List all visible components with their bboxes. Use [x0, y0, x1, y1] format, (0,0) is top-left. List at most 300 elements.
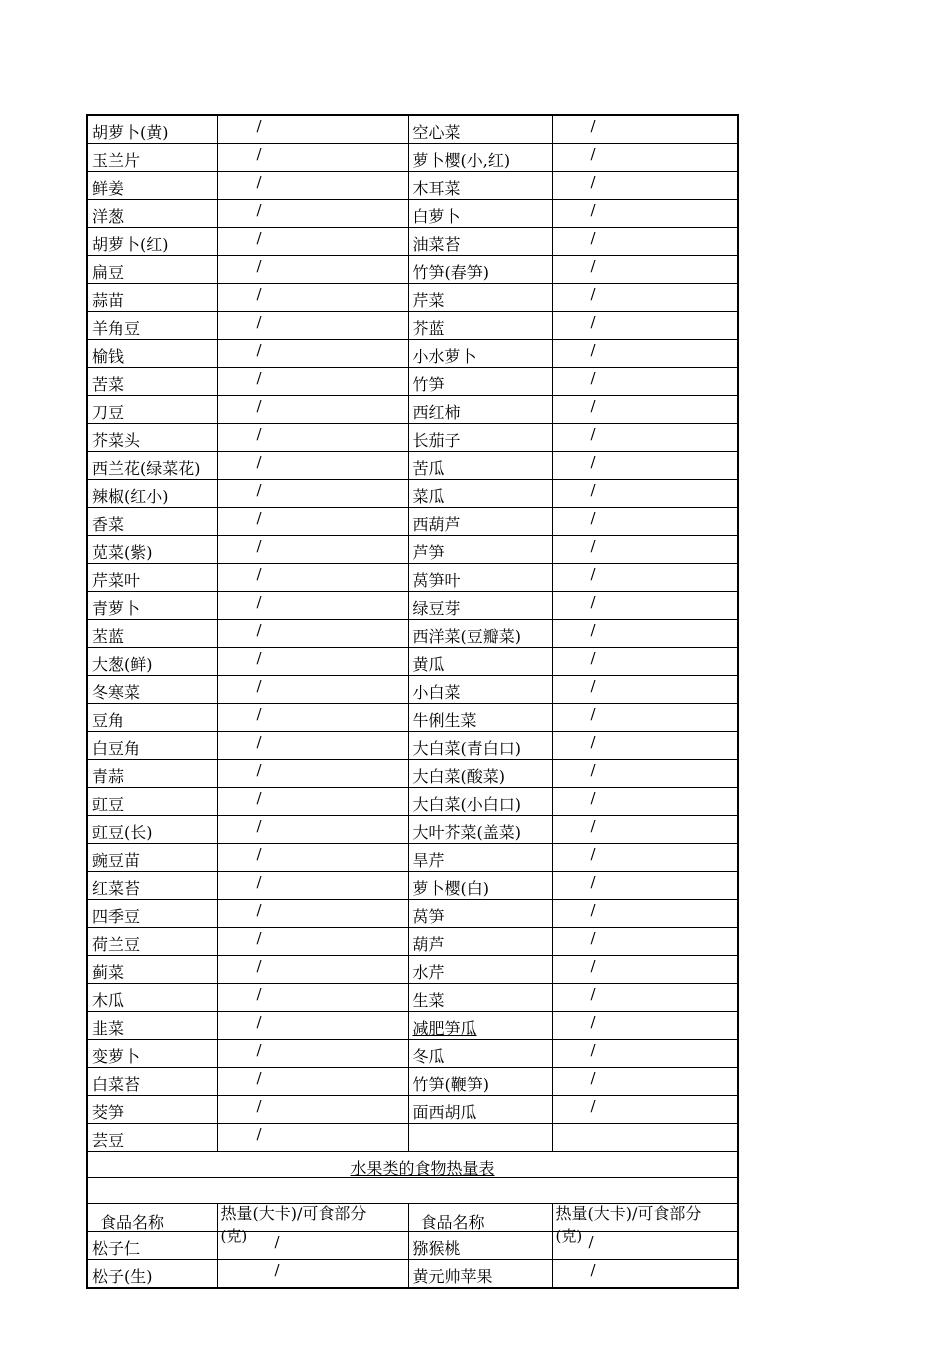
calorie-value-left: /	[256, 1013, 262, 1031]
food-name-left-cell	[87, 844, 217, 872]
blank-cell	[87, 1178, 738, 1204]
food-name-right: 大白菜(酸菜)	[412, 767, 505, 786]
calorie-value-right: /	[590, 929, 596, 947]
food-name-left-cell	[87, 1260, 217, 1289]
calorie-value-right: /	[590, 621, 596, 639]
food-name-right-cell	[408, 620, 552, 648]
food-name-right: 木耳菜	[412, 179, 461, 198]
food-name-right: 小水萝卜	[412, 347, 477, 366]
calorie-value-right: /	[590, 229, 596, 247]
calorie-value-left: /	[256, 369, 262, 387]
header-calorie-left	[217, 1204, 408, 1245]
calorie-value-left: /	[256, 1041, 262, 1059]
calorie-value-right: /	[590, 1261, 596, 1279]
food-name-left: 荷兰豆	[92, 935, 141, 954]
calorie-value-left-cell	[217, 984, 408, 1012]
calorie-value-right: /	[590, 369, 596, 387]
food-name-right: 空心菜	[412, 123, 461, 142]
table-row	[87, 144, 738, 172]
calorie-value-right: /	[590, 593, 596, 611]
calorie-value-right-cell	[552, 452, 738, 480]
calorie-value-left: /	[256, 957, 262, 975]
calorie-value-right-cell	[552, 620, 738, 648]
food-name-left: 胡萝卜(红)	[92, 235, 169, 254]
food-name-right: 莴笋	[412, 907, 445, 926]
food-name-right-cell	[408, 956, 552, 984]
calorie-value-right: /	[590, 481, 596, 499]
calorie-value-left-cell	[217, 200, 408, 228]
food-name-left: 羊角豆	[92, 319, 141, 338]
calorie-value-left-cell	[217, 1124, 408, 1152]
food-name-right-cell	[408, 788, 552, 816]
food-name-left: 辣椒(红小)	[92, 487, 169, 506]
food-name-right: 大叶芥菜(盖菜)	[412, 823, 521, 842]
food-name-right: 西葫芦	[412, 515, 461, 534]
food-name-right: 西洋菜(豆瓣菜)	[412, 627, 521, 646]
calorie-value-left-cell	[217, 508, 408, 536]
food-name-left: 芹菜叶	[92, 571, 141, 590]
calorie-value-left-cell	[217, 1232, 408, 1260]
table-row	[87, 1124, 738, 1152]
food-name-right: 水芹	[412, 963, 445, 982]
food-name-left-cell	[87, 928, 217, 956]
food-name-left-cell	[87, 172, 217, 200]
table-row	[87, 1040, 738, 1068]
calorie-value-right: /	[590, 397, 596, 415]
food-name-left-cell	[87, 368, 217, 396]
food-name-right-cell	[408, 396, 552, 424]
table-row	[87, 732, 738, 760]
food-name-left-cell	[87, 312, 217, 340]
food-name-right: 白萝卜	[412, 207, 461, 226]
food-name-right-cell	[408, 115, 552, 144]
calorie-value-right: /	[590, 341, 596, 359]
table-row	[87, 872, 738, 900]
food-name-left: 豇豆	[92, 795, 125, 814]
table-row	[87, 676, 738, 704]
header-calorie-left-label: 热量(大卡)/可食部分	[220, 1204, 367, 1223]
food-name-right: 芥蓝	[412, 319, 445, 338]
table-row	[87, 592, 738, 620]
food-name-left: 木瓜	[92, 991, 125, 1010]
food-name-left-cell	[87, 1124, 217, 1152]
food-name-left-cell	[87, 648, 217, 676]
food-name-left: 香菜	[92, 515, 125, 534]
food-name-right-cell	[408, 284, 552, 312]
food-name-left: 苤蓝	[92, 627, 125, 646]
food-name-right: 生菜	[412, 991, 445, 1010]
calorie-value-right-cell	[552, 676, 738, 704]
food-name-left-cell	[87, 508, 217, 536]
food-name-left-cell	[87, 1096, 217, 1124]
calorie-value-left: /	[256, 901, 262, 919]
food-name-left: 白豆角	[92, 739, 141, 758]
calorie-value-left: /	[274, 1261, 280, 1279]
food-name-left-cell	[87, 256, 217, 284]
calorie-value-right: /	[590, 845, 596, 863]
food-name-left-cell	[87, 480, 217, 508]
table-row	[87, 956, 738, 984]
table-row	[87, 256, 738, 284]
food-name-right: 葫芦	[412, 935, 445, 954]
calorie-value-left-cell	[217, 956, 408, 984]
food-name-right-cell	[408, 172, 552, 200]
food-name-right-cell	[408, 1040, 552, 1068]
food-name-left: 玉兰片	[92, 151, 141, 170]
calorie-value-right: /	[590, 1013, 596, 1031]
food-name-right: 芹菜	[412, 291, 445, 310]
calorie-value-left: /	[256, 285, 262, 303]
calorie-value-left-cell	[217, 396, 408, 424]
food-name-left-cell	[87, 788, 217, 816]
fruit-title-cell	[87, 1152, 738, 1178]
calorie-value-right-cell	[552, 1012, 738, 1040]
calorie-value-right: /	[590, 537, 596, 555]
food-name-left-cell	[87, 284, 217, 312]
calorie-value-right-cell	[552, 1068, 738, 1096]
calorie-value-right-cell	[552, 872, 738, 900]
header-food-name-left: 食品名称	[87, 1204, 217, 1232]
food-name-right: 猕猴桃	[412, 1239, 461, 1258]
food-name-left-cell	[87, 676, 217, 704]
calorie-value-left: /	[256, 341, 262, 359]
calorie-value-right: /	[590, 173, 596, 191]
fruit-title-row	[87, 1152, 738, 1178]
table-row	[87, 228, 738, 256]
food-name-left-cell	[87, 900, 217, 928]
food-name-right-cell	[408, 1260, 552, 1289]
blank-row	[87, 1178, 738, 1204]
calorie-value-right-cell	[552, 1260, 738, 1289]
food-name-right-cell	[408, 508, 552, 536]
food-name-right: 大白菜(小白口)	[412, 795, 521, 814]
food-name-left-cell	[87, 115, 217, 144]
table-row	[87, 816, 738, 844]
calorie-value-left: /	[256, 1069, 262, 1087]
food-name-right: 萝卜樱(小,红)	[412, 151, 511, 170]
table-row	[87, 452, 738, 480]
table-row	[87, 508, 738, 536]
food-name-right: 莴笋叶	[412, 571, 461, 590]
food-name-left: 大葱(鲜)	[92, 655, 153, 674]
calorie-value-left: /	[256, 789, 262, 807]
calorie-value-left: /	[256, 397, 262, 415]
calorie-value-left-cell	[217, 872, 408, 900]
calorie-value-right-cell	[552, 816, 738, 844]
food-name-right: 菜瓜	[412, 487, 445, 506]
calorie-value-right: /	[590, 677, 596, 695]
calorie-value-left-cell	[217, 536, 408, 564]
calorie-value-right-cell	[552, 368, 738, 396]
fruit-header-row	[87, 1204, 738, 1232]
calorie-value-right-cell	[552, 984, 738, 1012]
food-name-left-cell	[87, 956, 217, 984]
table-row	[87, 284, 738, 312]
food-name-left: 冬寒菜	[92, 683, 141, 702]
food-name-left: 白菜苔	[92, 1075, 141, 1094]
food-name-left-cell	[87, 228, 217, 256]
calorie-value-right: /	[590, 761, 596, 779]
food-name-left-cell	[87, 732, 217, 760]
food-name-left: 苦菜	[92, 375, 125, 394]
food-name-right-cell	[408, 1232, 552, 1260]
calorie-value-left-cell	[217, 1040, 408, 1068]
food-name-left-cell	[87, 704, 217, 732]
food-name-right: 西红柿	[412, 403, 461, 422]
calorie-value-right: /	[590, 313, 596, 331]
calorie-value-right-cell	[552, 1040, 738, 1068]
calorie-value-left-cell	[217, 704, 408, 732]
food-name-right: 冬瓜	[412, 1047, 445, 1066]
calorie-value-right: /	[590, 985, 596, 1003]
calorie-value-right: /	[590, 145, 596, 163]
food-name-right: 竹笋	[412, 375, 445, 394]
food-name-left-cell	[87, 1232, 217, 1260]
calorie-value-right-cell	[552, 340, 738, 368]
calorie-value-left-cell	[217, 424, 408, 452]
calorie-value-left: /	[256, 481, 262, 499]
food-name-right: 长茄子	[412, 431, 461, 450]
calorie-value-right-cell	[552, 424, 738, 452]
calorie-value-right-cell	[552, 760, 738, 788]
calorie-value-right: /	[590, 1041, 596, 1059]
calorie-value-left-cell	[217, 564, 408, 592]
table-row	[87, 984, 738, 1012]
food-name-right-cell	[408, 984, 552, 1012]
calorie-value-left-cell	[217, 928, 408, 956]
calorie-value-right: /	[590, 201, 596, 219]
calorie-value-right-cell	[552, 1096, 738, 1124]
table-row	[87, 620, 738, 648]
food-name-right: 芦笋	[412, 543, 445, 562]
food-name-left-cell	[87, 984, 217, 1012]
food-name-left: 四季豆	[92, 907, 141, 926]
calorie-value-left: /	[256, 761, 262, 779]
calorie-value-left: /	[256, 733, 262, 751]
calorie-value-left-cell	[217, 368, 408, 396]
calorie-value-right-cell	[552, 564, 738, 592]
calorie-value-left-cell	[217, 284, 408, 312]
calorie-value-left-cell	[217, 172, 408, 200]
food-name-right: 绿豆芽	[412, 599, 461, 618]
calorie-value-right-cell	[552, 172, 738, 200]
calorie-value-left-cell	[217, 452, 408, 480]
food-name-left-cell	[87, 396, 217, 424]
calorie-value-left: /	[256, 453, 262, 471]
calorie-value-right: /	[590, 705, 596, 723]
calorie-value-right: /	[590, 649, 596, 667]
table-row	[87, 564, 738, 592]
calorie-value-left-cell	[217, 1012, 408, 1040]
food-name-right-cell	[408, 676, 552, 704]
calorie-value-right-cell	[552, 508, 738, 536]
calorie-value-right-cell	[552, 1232, 738, 1260]
table-row	[87, 1232, 738, 1260]
calorie-value-left-cell	[217, 480, 408, 508]
table-row	[87, 424, 738, 452]
table-row	[87, 480, 738, 508]
food-name-right-cell	[408, 844, 552, 872]
food-name-right: 油菜苔	[412, 235, 461, 254]
calorie-value-left: /	[256, 873, 262, 891]
calorie-value-right-cell	[552, 732, 738, 760]
calorie-value-left: /	[256, 1097, 262, 1115]
header-calorie-right-unit: (克)	[555, 1227, 583, 1245]
food-name-left-cell	[87, 564, 217, 592]
header-calorie-left-unit: (克)	[220, 1227, 248, 1245]
calorie-table	[86, 114, 739, 1289]
table-row	[87, 1260, 738, 1289]
calorie-value-left-cell	[217, 340, 408, 368]
table-row	[87, 536, 738, 564]
table-row	[87, 368, 738, 396]
food-name-right-cell	[408, 592, 552, 620]
food-name-right-cell	[408, 1012, 552, 1040]
calorie-value-right: /	[590, 1069, 596, 1087]
calorie-value-left-cell	[217, 676, 408, 704]
calorie-value-left-cell	[217, 1260, 408, 1289]
food-name-right: 减肥笋瓜	[412, 1019, 477, 1038]
calorie-value-left: /	[256, 145, 262, 163]
calorie-value-right: /	[590, 257, 596, 275]
table-row	[87, 928, 738, 956]
calorie-value-right: /	[590, 901, 596, 919]
calorie-value-left-cell	[217, 844, 408, 872]
calorie-value-right-cell	[552, 1124, 738, 1152]
food-name-right: 竹笋(鞭笋)	[412, 1075, 489, 1094]
calorie-value-right-cell	[552, 144, 738, 172]
food-name-right: 黄元帅苹果	[412, 1267, 493, 1286]
calorie-value-left-cell	[217, 592, 408, 620]
calorie-value-left-cell	[217, 620, 408, 648]
calorie-value-left-cell	[217, 1068, 408, 1096]
food-name-right-cell	[408, 816, 552, 844]
calorie-value-right: /	[590, 789, 596, 807]
calorie-value-right: /	[590, 817, 596, 835]
food-name-left: 松子仁	[92, 1239, 141, 1258]
food-name-left: 鲜姜	[92, 179, 125, 198]
calorie-value-left: /	[256, 845, 262, 863]
food-name-left: 松子(生)	[92, 1267, 153, 1286]
calorie-value-left: /	[256, 705, 262, 723]
calorie-value-right-cell	[552, 396, 738, 424]
food-name-right-cell	[408, 200, 552, 228]
food-name-right-cell	[408, 480, 552, 508]
food-name-left: 红菜苔	[92, 879, 141, 898]
calorie-value-right: /	[588, 1233, 594, 1251]
calorie-value-left: /	[256, 677, 262, 695]
food-name-right-cell	[408, 536, 552, 564]
food-name-left: 韭菜	[92, 1019, 125, 1038]
calorie-value-left-cell	[217, 115, 408, 144]
calorie-value-left-cell	[217, 1096, 408, 1124]
food-name-right-cell	[408, 704, 552, 732]
table-row	[87, 900, 738, 928]
food-name-left-cell	[87, 340, 217, 368]
calorie-value-left-cell	[217, 760, 408, 788]
calorie-value-right-cell	[552, 928, 738, 956]
calorie-value-right: /	[590, 873, 596, 891]
calorie-value-right-cell	[552, 844, 738, 872]
food-name-right-cell	[408, 760, 552, 788]
food-name-left: 扁豆	[92, 263, 125, 282]
table-row	[87, 760, 738, 788]
calorie-value-right: /	[590, 565, 596, 583]
calorie-value-right-cell	[552, 200, 738, 228]
food-name-right-cell	[408, 1096, 552, 1124]
calorie-value-right: /	[590, 509, 596, 527]
food-name-right: 小白菜	[412, 683, 461, 702]
food-name-left: 豆角	[92, 711, 125, 730]
food-name-left: 茭笋	[92, 1103, 125, 1122]
food-name-right: 旱芹	[412, 851, 445, 870]
calorie-value-right-cell	[552, 704, 738, 732]
calorie-value-right: /	[590, 285, 596, 303]
calorie-value-right: /	[590, 733, 596, 751]
calorie-value-right-cell	[552, 256, 738, 284]
food-name-left-cell	[87, 872, 217, 900]
calorie-value-left-cell	[217, 228, 408, 256]
table-row	[87, 115, 738, 144]
calorie-value-left-cell	[217, 256, 408, 284]
food-name-right: 黄瓜	[412, 655, 445, 674]
header-calorie-right-label: 热量(大卡)/可食部分	[555, 1204, 702, 1223]
food-name-left-cell	[87, 1040, 217, 1068]
food-name-left: 蓟菜	[92, 963, 125, 982]
calorie-value-left-cell	[217, 144, 408, 172]
calorie-value-left: /	[256, 229, 262, 247]
calorie-value-left-cell	[217, 312, 408, 340]
calorie-value-left: /	[274, 1233, 280, 1251]
calorie-value-left: /	[256, 509, 262, 527]
table-row	[87, 1068, 738, 1096]
calorie-value-right-cell	[552, 228, 738, 256]
calorie-value-right: /	[590, 1097, 596, 1115]
food-name-right-cell	[408, 648, 552, 676]
food-name-left-cell	[87, 592, 217, 620]
food-name-left: 变萝卜	[92, 1047, 141, 1066]
table-row	[87, 1012, 738, 1040]
food-name-right-cell	[408, 368, 552, 396]
food-name-right: 牛俐生菜	[412, 711, 477, 730]
table-row	[87, 788, 738, 816]
food-name-right-cell	[408, 312, 552, 340]
food-name-left-cell	[87, 620, 217, 648]
calorie-value-left-cell	[217, 816, 408, 844]
food-name-left: 榆钱	[92, 347, 125, 366]
food-name-left: 豌豆苗	[92, 851, 141, 870]
fruit-table-body	[87, 1152, 738, 1289]
calorie-value-left: /	[256, 565, 262, 583]
calorie-value-left: /	[256, 313, 262, 331]
calorie-value-left-cell	[217, 788, 408, 816]
header-calorie-right	[552, 1204, 738, 1245]
calorie-value-right-cell	[552, 900, 738, 928]
calorie-value-left: /	[256, 985, 262, 1003]
calorie-value-right-cell	[552, 592, 738, 620]
food-name-left: 胡萝卜(黄)	[92, 123, 169, 142]
calorie-value-left-cell	[217, 900, 408, 928]
food-name-right-cell	[408, 928, 552, 956]
calorie-value-left: /	[256, 593, 262, 611]
calorie-value-left: /	[256, 929, 262, 947]
food-name-right-cell	[408, 424, 552, 452]
food-name-right: 大白菜(青白口)	[412, 739, 521, 758]
table-row	[87, 340, 738, 368]
food-name-right-cell	[408, 340, 552, 368]
food-name-left-cell	[87, 536, 217, 564]
food-name-right-cell	[408, 1068, 552, 1096]
